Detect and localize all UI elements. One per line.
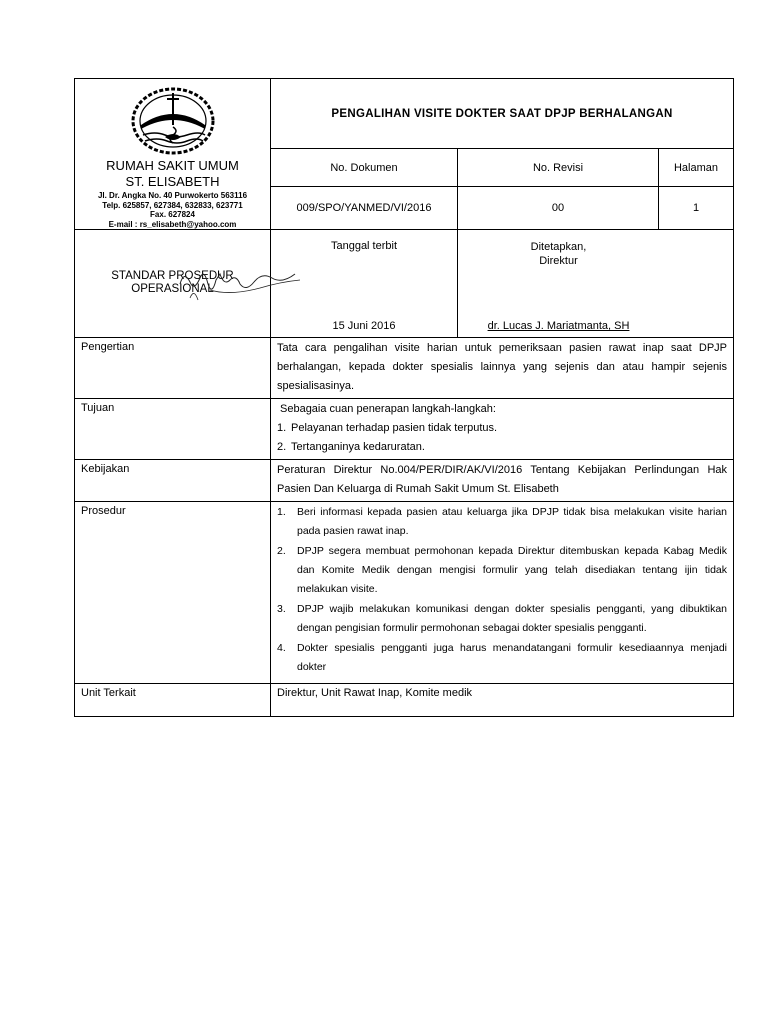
pengertian-label: Pengertian [75, 338, 271, 399]
spo-label-line1: STANDAR PROSEDUR [111, 270, 234, 282]
prosedur-list [277, 503, 727, 677]
tanggal-cell [271, 230, 458, 338]
hospital-emblem-icon [125, 85, 221, 157]
prosedur-label: Prosedur [75, 502, 271, 684]
kebijakan-label: Kebijakan [75, 460, 271, 502]
list-item: 2. Tertanganinya kedaruratan. [277, 441, 425, 453]
tujuan-label: Tujuan [75, 399, 271, 460]
document-title: PENGALIHAN VISITE DOKTER SAAT DPJP BERHALANGAN [271, 79, 734, 149]
spo-label-line2: OPERASIONAL [131, 283, 214, 295]
spo-label-cell [75, 230, 271, 338]
hospital-phone: Telp. 625857, 627384, 632833, 623771 [102, 200, 243, 210]
prosedur-cell [271, 502, 734, 684]
kebijakan-text: Peraturan Direktur No.004/PER/DIR/AK/VI/2016 Tentang Kebijakan Perlindungan Hak Pasien Dan Keluarga di Rumah Sakit Umum St. Elisabeth [271, 460, 734, 502]
tanggal-value: 15 Juni 2016 [332, 320, 396, 332]
list-item: 1. Beri informasi kepada pasien atau keluarga jika DPJP tidak bisa melakukan visite harian pada pasien rawat inap. [277, 506, 728, 537]
hospital-email: E-mail : rs_elisabeth@yahoo.com [108, 219, 237, 229]
hospital-address: Jl. Dr. Angka No. 40 Purwokerto 563116 [97, 191, 248, 200]
list-item: 3. DPJP wajib melakukan komunikasi dengan dokter spesialis pengganti, yang dibuktikan dengan pengisian formulir permohonan sebagai dokter spesialis pengganti. [277, 603, 728, 634]
ditetapkan-label: Ditetapkan, [530, 241, 587, 253]
tanggal-label: Tanggal terbit [330, 240, 398, 252]
list-item: 1. Pelayanan terhadap pasien tidak terputus. [277, 422, 498, 434]
direktur-label: Direktur [539, 255, 578, 267]
list-item: 2. DPJP segera membuat permohonan kepada Direktur ditembuskan kepada Kabag Medik dan Komite Medik dengan mengisi formulir yang telah disediakan tentang ijin tidak melakukan visite. [277, 545, 728, 595]
hospital-name-line1: RUMAH SAKIT UMUM [106, 158, 239, 173]
spo-document [74, 78, 733, 717]
hospital-name-line2: ST. ELISABETH [125, 174, 220, 189]
no-revisi-label: No. Revisi [458, 149, 659, 187]
hospital-fax: Fax. 627824 [150, 210, 195, 219]
no-dokumen-value: 009/SPO/YANMED/VI/2016 [271, 187, 458, 230]
hospital-header-cell [75, 79, 271, 230]
list-item: 4. Dokter spesialis pengganti juga harus menandatangani formulir kesediaannya menjadi dokter [277, 642, 728, 673]
pengertian-text: Tata cara pengalihan visite harian untuk pemeriksaan pasien rawat inap saat DPJP berhalangan, kepada dokter spesialis lainnya yang sejenis dan atau hampir sejenis spesialisasinya. [271, 338, 734, 399]
no-dokumen-label: No. Dokumen [271, 149, 458, 187]
tujuan-intro: Sebagaia cuan penerapan langkah-langkah: [280, 403, 496, 415]
halaman-label: Halaman [659, 149, 734, 187]
halaman-value: 1 [659, 187, 734, 230]
ditetapkan-cell [458, 230, 734, 338]
spo-table [74, 78, 734, 717]
unit-terkait-text: Direktur, Unit Rawat Inap, Komite medik [271, 684, 734, 717]
tujuan-list [277, 419, 727, 457]
unit-terkait-label: Unit Terkait [75, 684, 271, 717]
signatory-name: dr. Lucas J. Mariatmanta, SH [487, 320, 630, 332]
tujuan-cell [271, 399, 734, 460]
no-revisi-value: 00 [458, 187, 659, 230]
